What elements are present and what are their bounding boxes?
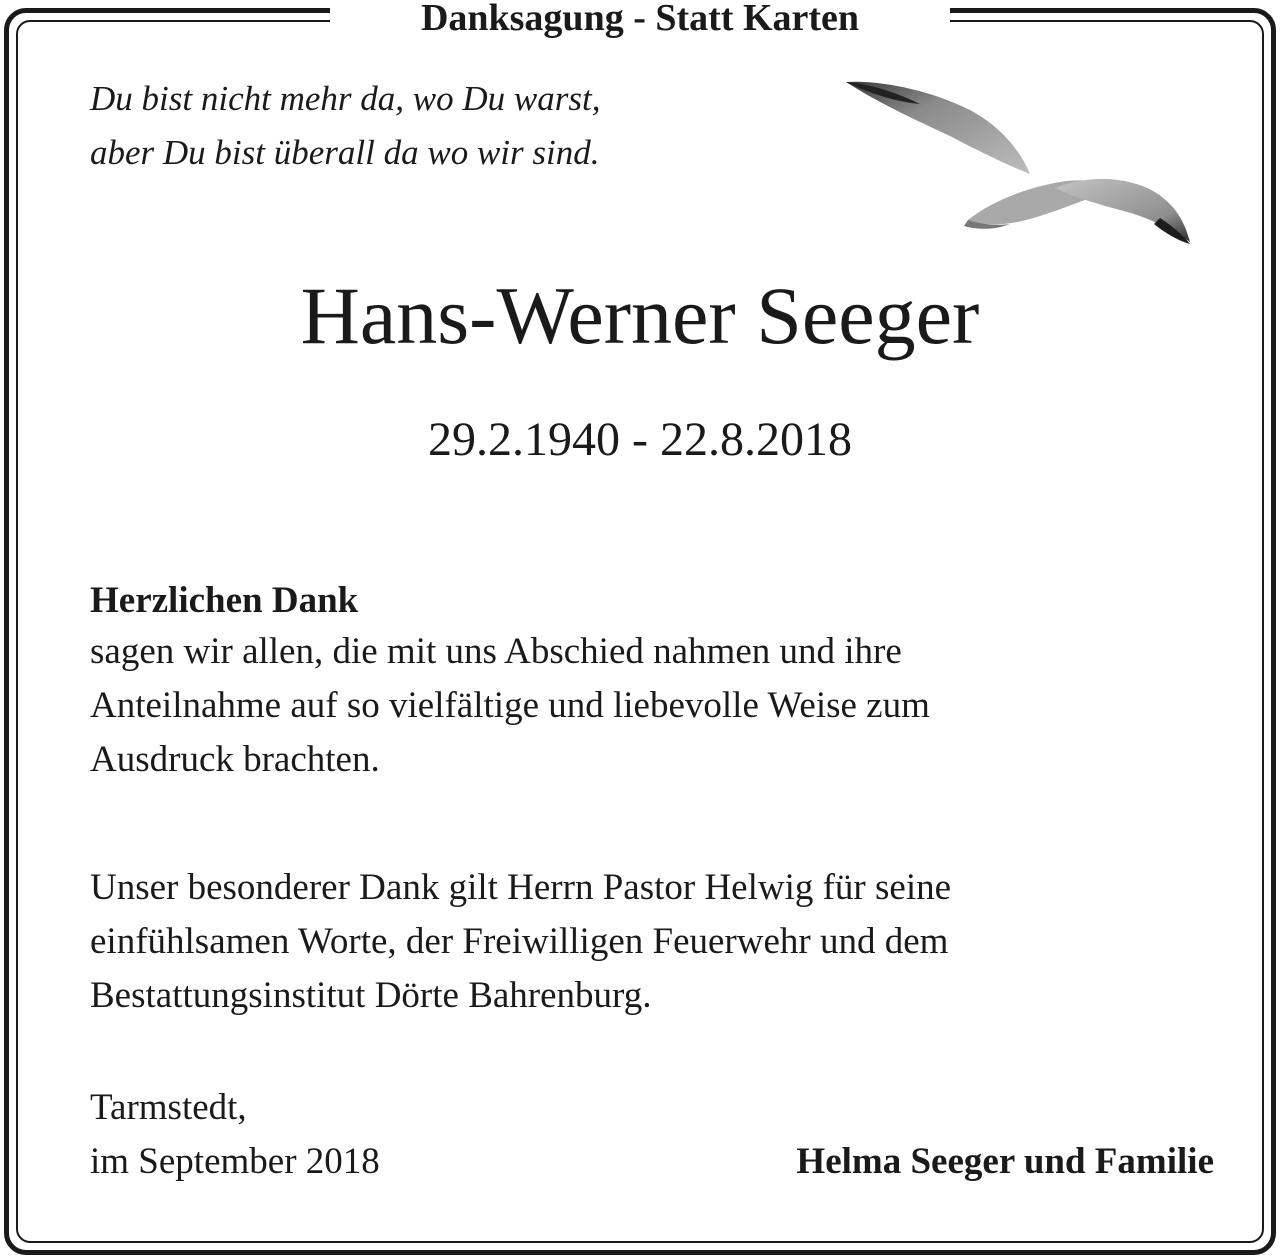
paragraph-line: Unser besonderer Dank gilt Herrn Pastor Helwig für seine (90, 867, 952, 908)
header-title: Danksagung - Statt Karten (330, 0, 950, 42)
paragraph-line: Bestattungsinstitut Dörte Bahrenburg. (90, 975, 652, 1016)
seagull-icon (840, 70, 1200, 260)
verse (90, 72, 600, 180)
paragraph-line: sagen wir allen, die mit uns Abschied nahmen und ihre (90, 631, 902, 672)
closing-place: Tarmstedt, (90, 1087, 247, 1128)
verse-line: aber Du bist überall da wo wir sind. (90, 133, 600, 172)
paragraph-line: einfühlsamen Worte, der Freiwilligen Feuerwehr und dem (90, 921, 949, 962)
closing-place-date (90, 1081, 380, 1189)
verse-line: Du bist nicht mehr da, wo Du warst, (90, 79, 601, 118)
closing-date: im September 2018 (90, 1141, 380, 1182)
thanks-paragraph-1 (90, 625, 930, 787)
deceased-name: Hans-Werner Seeger (300, 270, 980, 361)
paragraph-line: Ausdruck brachten. (90, 739, 380, 780)
thanks-paragraph-2 (90, 861, 951, 1023)
signature: Helma Seeger und Familie (796, 1141, 1214, 1182)
thanks-heading: Herzlichen Dank (90, 580, 359, 621)
life-dates: 29.2.1940 - 22.8.2018 (428, 413, 852, 466)
paragraph-line: Anteilnahme auf so vielfältige und liebevolle Weise zum (90, 685, 930, 726)
